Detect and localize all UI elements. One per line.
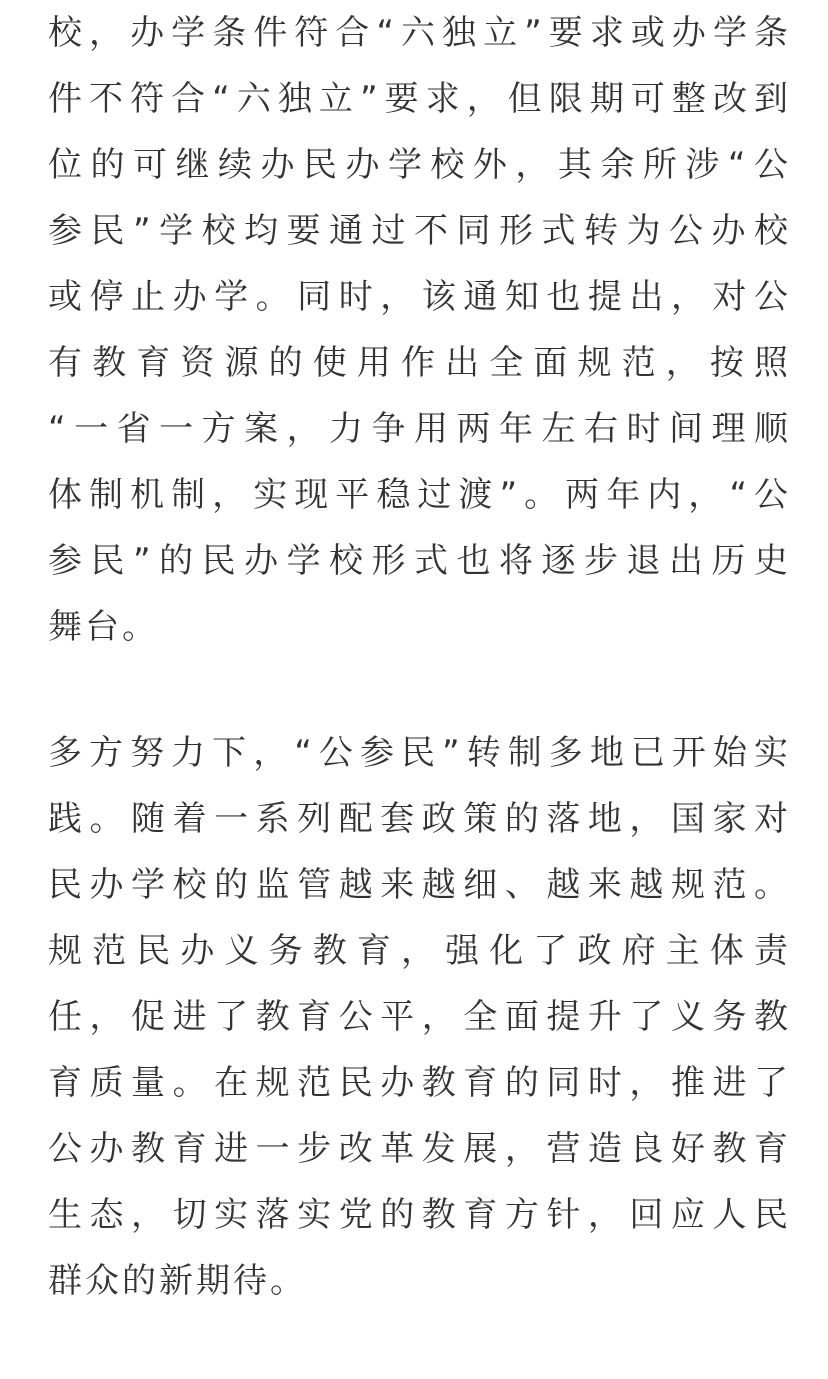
paragraph-line: 舞台。 (48, 607, 159, 647)
paragraph-line: 践。随着一系列配套政策的落地，国家对 (48, 799, 788, 839)
paragraph-line: 民办学校的监管越来越细、越来越规范。 (48, 865, 788, 905)
paragraph-line: 育质量。在规范民办教育的同时，推进了 (48, 1063, 788, 1103)
paragraph-line: 参民”的民办学校形式也将逐步退出历史 (48, 541, 788, 581)
paragraph-line: 规范民办义务教育，强化了政府主体责 (48, 931, 788, 971)
paragraph-line: 体制机制，实现平稳过渡”。两年内，“公 (48, 475, 788, 515)
paragraph-line: 任，促进了教育公平，全面提升了义务教 (48, 997, 788, 1037)
paragraph-line: 公办教育进一步改革发展，营造良好教育 (48, 1129, 788, 1169)
paragraph-line: 或停止办学。同时，该通知也提出，对公 (48, 277, 788, 317)
paragraph-line: 件不符合“六独立”要求，但限期可整改到 (48, 79, 788, 119)
paragraph-line: 有教育资源的使用作出全面规范，按照 (48, 343, 788, 383)
paragraph-line: 校，办学条件符合“六独立”要求或办学条 (48, 13, 788, 53)
paragraph-line: 多方努力下，“公参民”转制多地已开始实 (48, 733, 788, 773)
paragraph-line: “一省一方案，力争用两年左右时间理顺 (48, 409, 788, 449)
paragraph-line: 生态，切实落实党的教育方针，回应人民 (48, 1195, 788, 1235)
article-paragraph (48, 720, 788, 1314)
paragraph-line: 参民”学校均要通过不同形式转为公办校 (48, 211, 788, 251)
paragraph-line: 位的可继续办民办学校外，其余所涉“公 (48, 145, 788, 185)
paragraph-line: 群众的新期待。 (48, 1261, 307, 1301)
article-paragraph (48, 0, 788, 660)
